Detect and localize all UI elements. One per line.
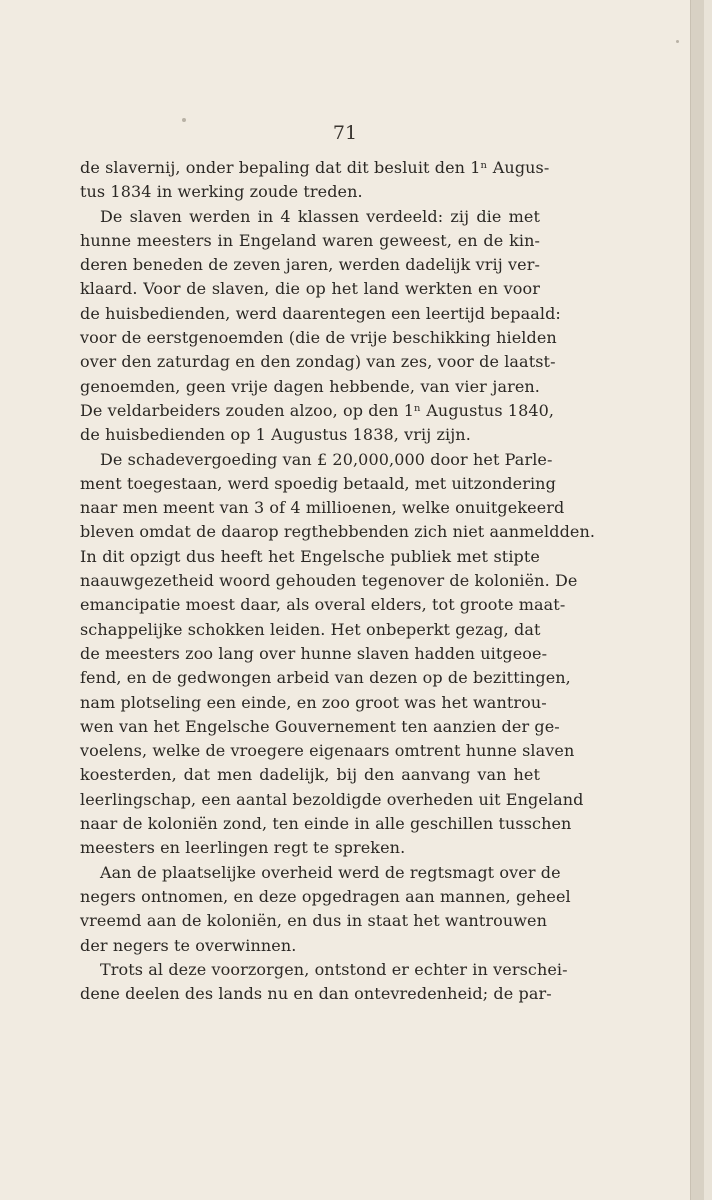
text-line: Aan de plaatselijke overheid werd de regtsmagt over de [100, 862, 561, 882]
text-line: tus 1834 in werking zoude treden. [80, 182, 363, 202]
text-line: In dit opzigt dus heeft het Engelsche publiek met stipte [80, 546, 540, 566]
text-line: naar men meent van 3 of 4 millioenen, welke onuitgekeerd [80, 498, 565, 518]
text-line: de huisbedienden, werd daarentegen een leertijd bepaald: [80, 303, 561, 323]
text-line: De veldarbeiders zouden alzoo, op den 1ⁿ Augustus 1840, [80, 400, 555, 420]
text-line: de slavernij, onder bepaling dat dit besluit den 1ⁿ Augus- [80, 158, 550, 177]
text-line: klaard. Voor de slaven, die op het land werkten en voor [80, 279, 540, 299]
text-line: De schadevergoeding van £ 20,000,000 door het Parle- [100, 449, 553, 469]
body-text [80, 156, 596, 1006]
text-line: leerlingschap, een aantal bezoldigde overheden uit Engeland [80, 789, 584, 809]
text-line: over den zaturdag en den zondag) van zes, voor de laatst- [80, 352, 556, 372]
text-line: nam plotseling een einde, en zoo groot was het wantrou- [80, 692, 547, 712]
text-line: De slaven werden in 4 klassen verdeeld: zij die met [100, 206, 540, 226]
text-line: deren beneden de zeven jaren, werden dadelijk vrij ver- [80, 255, 540, 275]
text-line: naauwgezetheid woord gehouden tegenover de koloniën. De [80, 571, 578, 591]
text-line: ment toegestaan, werd spoedig betaald, met uitzondering [80, 473, 556, 493]
text-line: der negers te overwinnen. [80, 935, 297, 955]
text-line: negers ontnomen, en deze opgedragen aan mannen, geheel [80, 886, 571, 906]
page-edge [690, 0, 705, 1200]
text-line: Trots al deze voorzorgen, ontstond er echter in verschei- [100, 959, 568, 979]
text-line: fend, en de gedwongen arbeid van dezen op de bezittingen, [80, 668, 571, 688]
text-line: dene deelen des lands nu en dan ontevredenheid; de par- [80, 984, 552, 1004]
text-line: voelens, welke de vroegere eigenaars omtrent hunne slaven [80, 741, 575, 761]
text-line: wen van het Engelsche Gouvernement ten aanzien der ge- [80, 716, 560, 736]
text-line: de huisbedienden op 1 Augustus 1838, vrij zijn. [80, 425, 471, 445]
paper-speck [182, 118, 186, 122]
text-line: bleven omdat de daarop regthebbenden zich niet aanmeldden. [80, 522, 596, 542]
paper-speck [676, 40, 679, 43]
text-line: genoemden, geen vrije dagen hebbende, van vier jaren. [80, 376, 540, 396]
text-line: meesters en leerlingen regt te spreken. [80, 838, 406, 858]
text-line: emancipatie moest daar, als overal elders, tot groote maat- [80, 595, 566, 615]
text-line: vreemd aan de koloniën, en dus in staat het wantrouwen [80, 911, 547, 931]
scan-border [704, 0, 712, 1200]
text-line: schappelijke schokken leiden. Het onbeperkt gezag, dat [80, 619, 541, 639]
text-line: koesterden, dat men dadelijk, bij den aanvang van het [80, 765, 540, 785]
text-line: naar de koloniën zond, ten einde in alle geschillen tusschen [80, 814, 572, 834]
text-line: hunne meesters in Engeland waren geweest, en de kin- [80, 230, 540, 250]
page-number: 71 [332, 122, 358, 144]
text-line: de meesters zoo lang over hunne slaven hadden uitgeoe- [80, 643, 548, 663]
text-line: voor de eerstgenoemden (die de vrije beschikking hielden [80, 328, 557, 348]
